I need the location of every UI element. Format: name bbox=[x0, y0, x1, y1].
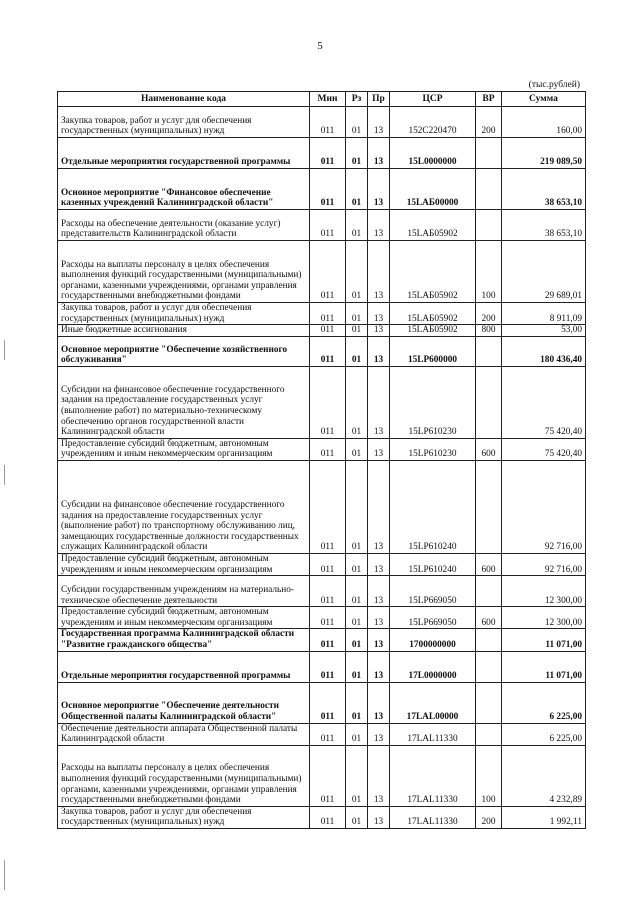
cell-sum: 160,00 bbox=[502, 107, 586, 138]
cell-name: Субсидии государственным учреждениям на материально-техническое обеспечение деятельности bbox=[58, 576, 310, 607]
cell-sum: 6 225,00 bbox=[502, 723, 586, 745]
header-sum: Сумма bbox=[502, 92, 586, 107]
cell-vr: 200 bbox=[476, 303, 502, 325]
cell-csr: 17L0000000 bbox=[390, 651, 476, 682]
cell-csr: 15LP610230 bbox=[390, 438, 476, 460]
cell-min: 011 bbox=[310, 169, 346, 210]
cell-csr: 15LAБ05902 bbox=[390, 325, 476, 337]
cell-rz: 01 bbox=[346, 107, 368, 138]
table-row bbox=[58, 629, 586, 651]
cell-vr bbox=[476, 460, 502, 553]
left-margin-mark bbox=[4, 465, 5, 485]
cell-sum: 4 232,89 bbox=[502, 745, 586, 806]
cell-rz: 01 bbox=[346, 576, 368, 607]
cell-sum: 8 911,09 bbox=[502, 303, 586, 325]
cell-vr bbox=[476, 682, 502, 723]
cell-min: 011 bbox=[310, 366, 346, 438]
cell-name: Субсидии на финансовое обеспечение государственного задания на предоставление государственных услуг (выполнение работ) по транспортному обслуживанию лиц, замещающих государственные должности государственных служащих Калининградской области bbox=[58, 460, 310, 553]
cell-vr bbox=[476, 629, 502, 651]
cell-min: 011 bbox=[310, 576, 346, 607]
cell-sum: 38 653,10 bbox=[502, 210, 586, 241]
cell-csr: 15LP600000 bbox=[390, 336, 476, 366]
cell-name: Предоставление субсидий бюджетным, автономным учреждениям и иным некоммерческим организациям bbox=[58, 607, 310, 629]
table-row bbox=[58, 607, 586, 629]
cell-vr bbox=[476, 366, 502, 438]
cell-rz: 01 bbox=[346, 607, 368, 629]
table-row bbox=[58, 745, 586, 806]
cell-vr bbox=[476, 210, 502, 241]
cell-name: Отдельные мероприятия государственной программы bbox=[58, 651, 310, 682]
left-margin-mark bbox=[4, 340, 5, 360]
cell-pr: 13 bbox=[368, 169, 390, 210]
cell-min: 011 bbox=[310, 682, 346, 723]
cell-min: 011 bbox=[310, 806, 346, 828]
cell-csr: 17LAL11330 bbox=[390, 806, 476, 828]
cell-sum: 92 716,00 bbox=[502, 460, 586, 553]
cell-vr bbox=[476, 138, 502, 169]
cell-vr: 600 bbox=[476, 607, 502, 629]
page-number: 5 bbox=[317, 40, 323, 52]
cell-name: Отдельные мероприятия государственной программы bbox=[58, 138, 310, 169]
cell-min: 011 bbox=[310, 651, 346, 682]
table-row bbox=[58, 682, 586, 723]
cell-name: Предоставление субсидий бюджетным, автономным учреждениям и иным некоммерческим организациям bbox=[58, 553, 310, 575]
cell-csr: 15LAБ05902 bbox=[390, 303, 476, 325]
cell-csr: 15L0000000 bbox=[390, 138, 476, 169]
cell-csr: 15LP610230 bbox=[390, 366, 476, 438]
table-row bbox=[58, 169, 586, 210]
cell-csr: 15LAБ05902 bbox=[390, 210, 476, 241]
cell-vr bbox=[476, 169, 502, 210]
cell-pr: 13 bbox=[368, 806, 390, 828]
cell-vr bbox=[476, 576, 502, 607]
cell-csr: 15LP610240 bbox=[390, 553, 476, 575]
cell-name: Государственная программа Калининградской области "Развитие гражданского общества" bbox=[58, 629, 310, 651]
table-row bbox=[58, 210, 586, 241]
cell-rz: 01 bbox=[346, 460, 368, 553]
cell-csr: 1700000000 bbox=[390, 629, 476, 651]
cell-name: Предоставление субсидий бюджетным, автономным учреждениям и иным некоммерческим организациям bbox=[58, 438, 310, 460]
cell-name: Расходы на обеспечение деятельности (оказание услуг) представительств Калининградской области bbox=[58, 210, 310, 241]
cell-sum: 11 071,00 bbox=[502, 651, 586, 682]
cell-pr: 13 bbox=[368, 438, 390, 460]
header-pr: Пр bbox=[368, 92, 390, 107]
cell-min: 011 bbox=[310, 210, 346, 241]
cell-vr: 100 bbox=[476, 241, 502, 303]
cell-rz: 01 bbox=[346, 241, 368, 303]
cell-vr: 200 bbox=[476, 107, 502, 138]
cell-csr: 15LAБ05902 bbox=[390, 241, 476, 303]
cell-csr: 17LAL11330 bbox=[390, 745, 476, 806]
cell-csr: 15LP669050 bbox=[390, 607, 476, 629]
table-row bbox=[58, 723, 586, 745]
cell-pr: 13 bbox=[368, 745, 390, 806]
cell-sum: 1 992,11 bbox=[502, 806, 586, 828]
table-row bbox=[58, 576, 586, 607]
cell-rz: 01 bbox=[346, 651, 368, 682]
budget-table bbox=[57, 91, 586, 829]
table-row bbox=[58, 138, 586, 169]
table-row bbox=[58, 553, 586, 575]
cell-pr: 13 bbox=[368, 138, 390, 169]
cell-rz: 01 bbox=[346, 169, 368, 210]
header-rz: Рз bbox=[346, 92, 368, 107]
header-name: Наименование кода bbox=[58, 92, 310, 107]
table-row bbox=[58, 241, 586, 303]
cell-min: 011 bbox=[310, 438, 346, 460]
cell-min: 011 bbox=[310, 745, 346, 806]
cell-sum: 53,00 bbox=[502, 325, 586, 337]
cell-rz: 01 bbox=[346, 806, 368, 828]
cell-name: Субсидии на финансовое обеспечение государственного задания на предоставление государственных услуг (выполнение работ) по материально-техническому обеспечению органов государственной власти Калининградской области bbox=[58, 366, 310, 438]
cell-rz: 01 bbox=[346, 303, 368, 325]
cell-csr: 15LP669050 bbox=[390, 576, 476, 607]
cell-rz: 01 bbox=[346, 745, 368, 806]
cell-min: 011 bbox=[310, 723, 346, 745]
cell-csr: 152C220470 bbox=[390, 107, 476, 138]
cell-name: Обеспечение деятельности аппарата Общественной палаты Калининградской области bbox=[58, 723, 310, 745]
cell-min: 011 bbox=[310, 303, 346, 325]
cell-csr: 17LAL00000 bbox=[390, 682, 476, 723]
cell-pr: 13 bbox=[368, 303, 390, 325]
cell-name: Иные бюджетные ассигнования bbox=[58, 325, 310, 337]
table-row bbox=[58, 325, 586, 337]
cell-min: 011 bbox=[310, 241, 346, 303]
cell-vr: 800 bbox=[476, 325, 502, 337]
cell-rz: 01 bbox=[346, 210, 368, 241]
cell-pr: 13 bbox=[368, 607, 390, 629]
cell-rz: 01 bbox=[346, 325, 368, 337]
table-row bbox=[58, 438, 586, 460]
cell-csr: 15LAБ00000 bbox=[390, 169, 476, 210]
cell-rz: 01 bbox=[346, 336, 368, 366]
unit-note: (тыс.рублей) bbox=[528, 80, 580, 90]
cell-sum: 38 653,10 bbox=[502, 169, 586, 210]
cell-sum: 92 716,00 bbox=[502, 553, 586, 575]
cell-vr bbox=[476, 651, 502, 682]
cell-name: Закупка товаров, работ и услуг для обеспечения государственных (муниципальных) нужд bbox=[58, 303, 310, 325]
cell-name: Основное мероприятие "Обеспечение деятельности Общественной палаты Калининградской области" bbox=[58, 682, 310, 723]
cell-pr: 13 bbox=[368, 723, 390, 745]
cell-name: Расходы на выплаты персоналу в целях обеспечения выполнения функций государственными (муниципальными) органами, казенными учреждениями, органами управления государственными внебюджетными фондами bbox=[58, 241, 310, 303]
cell-rz: 01 bbox=[346, 138, 368, 169]
cell-pr: 13 bbox=[368, 460, 390, 553]
cell-pr: 13 bbox=[368, 325, 390, 337]
cell-sum: 219 089,50 bbox=[502, 138, 586, 169]
cell-sum: 180 436,40 bbox=[502, 336, 586, 366]
cell-pr: 13 bbox=[368, 553, 390, 575]
cell-name: Основное мероприятие "Обеспечение хозяйственного обслуживания" bbox=[58, 336, 310, 366]
table-row bbox=[58, 806, 586, 828]
cell-name: Закупка товаров, работ и услуг для обеспечения государственных (муниципальных) нужд bbox=[58, 806, 310, 828]
cell-vr: 200 bbox=[476, 806, 502, 828]
cell-name: Расходы на выплаты персоналу в целях обеспечения выполнения функций государственными (муниципальными) органами, казенными учреждениями, органами управления государственными внебюджетными фондами bbox=[58, 745, 310, 806]
cell-pr: 13 bbox=[368, 629, 390, 651]
table-row bbox=[58, 366, 586, 438]
cell-min: 011 bbox=[310, 336, 346, 366]
cell-pr: 13 bbox=[368, 576, 390, 607]
cell-sum: 12 300,00 bbox=[502, 576, 586, 607]
cell-csr: 17LAL11330 bbox=[390, 723, 476, 745]
left-margin-mark bbox=[4, 860, 5, 890]
cell-pr: 13 bbox=[368, 210, 390, 241]
cell-rz: 01 bbox=[346, 553, 368, 575]
cell-sum: 75 420,40 bbox=[502, 366, 586, 438]
cell-min: 011 bbox=[310, 629, 346, 651]
cell-pr: 13 bbox=[368, 336, 390, 366]
cell-vr bbox=[476, 336, 502, 366]
cell-min: 011 bbox=[310, 107, 346, 138]
cell-sum: 11 071,00 bbox=[502, 629, 586, 651]
cell-min: 011 bbox=[310, 553, 346, 575]
cell-vr: 100 bbox=[476, 745, 502, 806]
header-csr: ЦСР bbox=[390, 92, 476, 107]
header-min: Мин bbox=[310, 92, 346, 107]
cell-vr: 600 bbox=[476, 553, 502, 575]
cell-sum: 12 300,00 bbox=[502, 607, 586, 629]
cell-sum: 75 420,40 bbox=[502, 438, 586, 460]
table-body bbox=[58, 107, 586, 829]
cell-name: Основное мероприятие "Финансовое обеспечение казенных учреждений Калининградской области" bbox=[58, 169, 310, 210]
cell-rz: 01 bbox=[346, 723, 368, 745]
cell-pr: 13 bbox=[368, 241, 390, 303]
cell-vr: 600 bbox=[476, 438, 502, 460]
cell-min: 011 bbox=[310, 607, 346, 629]
cell-name: Закупка товаров, работ и услуг для обеспечения государственных (муниципальных) нужд bbox=[58, 107, 310, 138]
table-row bbox=[58, 460, 586, 553]
cell-pr: 13 bbox=[368, 366, 390, 438]
cell-csr: 15LP610240 bbox=[390, 460, 476, 553]
table-row bbox=[58, 336, 586, 366]
cell-rz: 01 bbox=[346, 366, 368, 438]
table-header bbox=[58, 92, 586, 107]
cell-rz: 01 bbox=[346, 682, 368, 723]
cell-rz: 01 bbox=[346, 438, 368, 460]
header-vr: ВР bbox=[476, 92, 502, 107]
cell-pr: 13 bbox=[368, 682, 390, 723]
cell-pr: 13 bbox=[368, 107, 390, 138]
cell-sum: 29 689,01 bbox=[502, 241, 586, 303]
cell-min: 011 bbox=[310, 325, 346, 337]
cell-min: 011 bbox=[310, 460, 346, 553]
table-row bbox=[58, 303, 586, 325]
table-row bbox=[58, 107, 586, 138]
cell-vr bbox=[476, 723, 502, 745]
cell-pr: 13 bbox=[368, 651, 390, 682]
cell-rz: 01 bbox=[346, 629, 368, 651]
cell-sum: 6 225,00 bbox=[502, 682, 586, 723]
table-row bbox=[58, 651, 586, 682]
cell-min: 011 bbox=[310, 138, 346, 169]
